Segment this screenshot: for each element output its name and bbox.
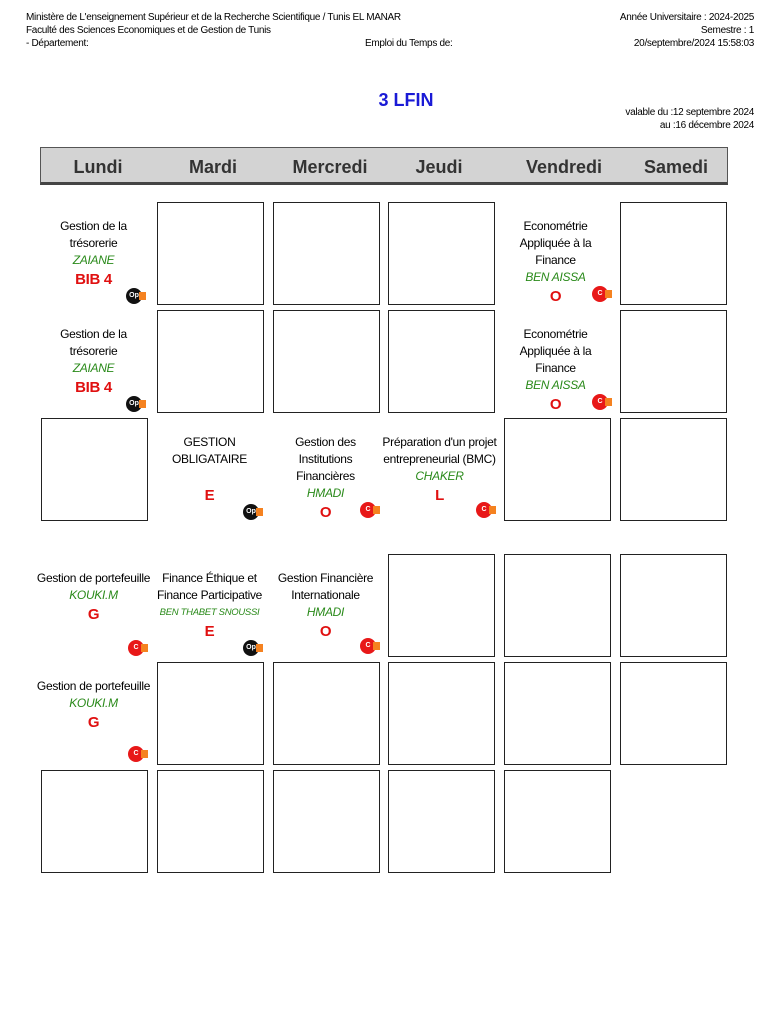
course-teacher bbox=[152, 468, 267, 485]
course-room: G bbox=[87, 714, 100, 731]
course-room: G bbox=[87, 606, 100, 623]
empty-slot bbox=[273, 770, 380, 873]
day-header-bar bbox=[40, 147, 728, 185]
course-block[interactable] bbox=[36, 326, 151, 399]
empty-slot bbox=[157, 310, 264, 413]
empty-slot bbox=[157, 202, 264, 305]
course-room: L bbox=[435, 487, 444, 504]
empty-slot bbox=[620, 418, 727, 521]
day-header-vendredi: Vendredi bbox=[525, 157, 603, 177]
badge-c-icon: C bbox=[360, 638, 376, 654]
badge-c-icon: C bbox=[128, 746, 144, 762]
academic-year: Année Universitaire : 2024-2025 bbox=[619, 12, 754, 23]
badge-c-icon: C bbox=[476, 502, 492, 518]
course-subject: Econométrie Appliquée à la Finance bbox=[519, 327, 592, 375]
day-header-samedi: Samedi bbox=[643, 157, 709, 177]
course-teacher: CHAKER bbox=[415, 469, 464, 483]
empty-slot bbox=[388, 554, 495, 657]
badge-op-icon: Op bbox=[126, 396, 142, 412]
course-block[interactable] bbox=[36, 678, 151, 734]
course-room: O bbox=[319, 623, 332, 640]
day-header-jeudi: Jeudi bbox=[415, 157, 463, 177]
ministry-label: Ministère de L'enseignement Supérieur et de la Recherche Scientifique / Tunis EL MANAR bbox=[26, 12, 401, 23]
empty-slot bbox=[273, 662, 380, 765]
badge-c-icon: C bbox=[592, 394, 608, 410]
course-teacher: KOUKI.M bbox=[69, 588, 118, 602]
empty-slot bbox=[620, 662, 727, 765]
empty-slot bbox=[620, 202, 727, 305]
empty-slot bbox=[157, 770, 264, 873]
course-subject: Gestion de la trésorerie bbox=[60, 327, 127, 358]
semester-label: Semestre : 1 bbox=[700, 25, 754, 36]
empty-slot bbox=[620, 310, 727, 413]
empty-slot bbox=[504, 554, 611, 657]
course-teacher: ZAIANE bbox=[72, 253, 115, 267]
empty-slot bbox=[273, 310, 380, 413]
course-room: BIB 4 bbox=[75, 379, 112, 396]
course-room: O bbox=[549, 396, 562, 413]
generated-timestamp: 20/septembre/2024 15:58:03 bbox=[633, 38, 754, 49]
badge-op-icon: Op bbox=[126, 288, 142, 304]
schedule-label: Emploi du Temps de: bbox=[365, 38, 453, 49]
faculty-label: Faculté des Sciences Economiques et de Gestion de Tunis bbox=[26, 25, 271, 36]
course-teacher: BEN AISSA bbox=[525, 270, 586, 284]
course-block[interactable] bbox=[36, 218, 151, 291]
course-subject: GESTION OBLIGATAIRE bbox=[172, 435, 247, 466]
course-teacher: HMADI bbox=[306, 486, 345, 500]
course-block[interactable] bbox=[268, 570, 383, 643]
badge-c-icon: C bbox=[128, 640, 144, 656]
valid-from: valable du :12 septembre 2024 bbox=[625, 107, 754, 118]
badge-c-icon: C bbox=[592, 286, 608, 302]
empty-slot bbox=[273, 202, 380, 305]
course-room: E bbox=[204, 487, 215, 504]
empty-slot bbox=[157, 662, 264, 765]
empty-slot bbox=[41, 770, 148, 873]
course-teacher: ZAIANE bbox=[72, 361, 115, 375]
day-header-mardi: Mardi bbox=[188, 157, 237, 177]
empty-slot bbox=[388, 310, 495, 413]
course-block[interactable] bbox=[36, 570, 151, 626]
empty-slot bbox=[388, 662, 495, 765]
empty-slot bbox=[504, 770, 611, 873]
course-block[interactable] bbox=[382, 434, 497, 507]
course-subject: Gestion Financière Internationale bbox=[277, 571, 374, 602]
course-subject: Gestion des Institutions Financières bbox=[295, 435, 356, 483]
course-teacher: BEN THABET SNOUSSI bbox=[159, 607, 260, 618]
empty-slot bbox=[388, 202, 495, 305]
empty-slot bbox=[504, 418, 611, 521]
course-room: BIB 4 bbox=[75, 271, 112, 288]
badge-op-icon: Op bbox=[243, 640, 259, 656]
course-room: E bbox=[204, 623, 215, 640]
badge-c-icon: C bbox=[360, 502, 376, 518]
empty-slot bbox=[620, 554, 727, 657]
badge-op-icon: Op bbox=[243, 504, 259, 520]
course-room: O bbox=[549, 288, 562, 305]
day-header-mercredi: Mercredi bbox=[292, 157, 368, 177]
course-teacher: KOUKI.M bbox=[69, 696, 118, 710]
course-block[interactable] bbox=[152, 434, 267, 507]
course-room: O bbox=[319, 504, 332, 521]
course-teacher: BEN AISSA bbox=[525, 378, 586, 392]
department-label: - Département: bbox=[26, 38, 89, 49]
course-subject: Gestion de la trésorerie bbox=[60, 219, 127, 250]
course-subject: Gestion de portefeuille bbox=[36, 571, 151, 585]
day-header-lundi: Lundi bbox=[73, 157, 123, 177]
course-block[interactable] bbox=[152, 570, 267, 643]
valid-to: au :16 décembre 2024 bbox=[659, 120, 754, 131]
empty-slot bbox=[41, 418, 148, 521]
empty-slot bbox=[388, 770, 495, 873]
course-subject: Gestion de portefeuille bbox=[36, 679, 151, 693]
course-teacher: HMADI bbox=[306, 605, 345, 619]
course-subject: Finance Éthique et Finance Participative bbox=[156, 571, 263, 602]
empty-slot bbox=[504, 662, 611, 765]
course-subject: Econométrie Appliquée à la Finance bbox=[519, 219, 592, 267]
page-title: 3 LFIN bbox=[378, 90, 434, 110]
course-subject: Préparation d'un projet entrepreneurial (BMC) bbox=[382, 435, 497, 466]
